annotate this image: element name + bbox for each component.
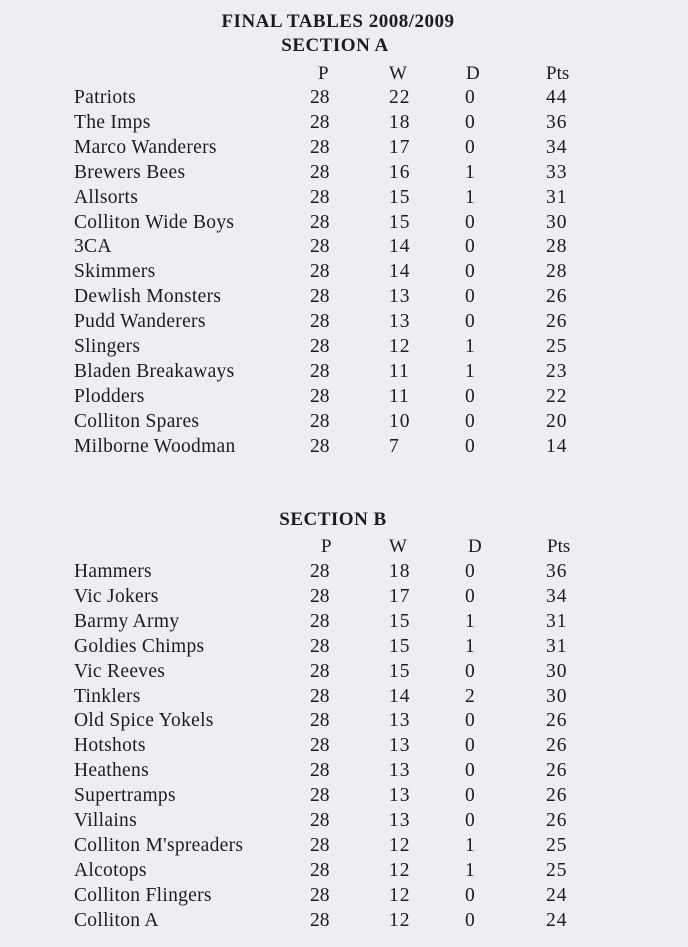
team-name: Marco Wanderers bbox=[74, 136, 217, 158]
drawn-value: 1 bbox=[465, 161, 475, 183]
points-value: 31 bbox=[546, 186, 568, 208]
team-name: Milborne Woodman bbox=[74, 435, 236, 457]
table-row bbox=[0, 162, 688, 187]
table-row bbox=[0, 336, 688, 361]
played-value: 28 bbox=[310, 410, 330, 432]
table-row bbox=[0, 112, 688, 137]
points-value: 28 bbox=[546, 261, 568, 283]
won-value: 7 bbox=[389, 435, 400, 457]
played-value: 28 bbox=[310, 336, 330, 357]
points-value: 26 bbox=[546, 810, 568, 831]
drawn-value: 1 bbox=[465, 360, 475, 382]
table-row bbox=[0, 236, 688, 261]
team-name: Colliton M'spreaders bbox=[74, 834, 244, 856]
won-value: 13 bbox=[389, 810, 411, 831]
drawn-value: 0 bbox=[465, 236, 475, 258]
team-name: Supertramps bbox=[74, 785, 176, 807]
played-value: 28 bbox=[310, 760, 330, 782]
played-value: 28 bbox=[310, 111, 330, 133]
points-value: 30 bbox=[546, 211, 568, 233]
team-name: Dewlish Monsters bbox=[74, 286, 222, 308]
drawn-value: 1 bbox=[465, 859, 475, 881]
drawn-value: 1 bbox=[465, 635, 475, 657]
table-row bbox=[0, 261, 688, 286]
table-row bbox=[0, 785, 688, 810]
won-value: 14 bbox=[389, 261, 411, 283]
won-value: 15 bbox=[389, 211, 411, 233]
team-name: Barmy Army bbox=[74, 610, 180, 632]
team-name: Heathens bbox=[74, 760, 149, 782]
won-value: 10 bbox=[389, 410, 411, 432]
won-value: 18 bbox=[389, 111, 411, 133]
table-row bbox=[0, 810, 688, 835]
won-value: 15 bbox=[389, 635, 411, 657]
table-row bbox=[0, 611, 688, 636]
table-row bbox=[0, 860, 688, 885]
played-value: 28 bbox=[310, 186, 330, 208]
team-name: Alcotops bbox=[74, 859, 147, 881]
table-row bbox=[0, 311, 688, 336]
played-value: 28 bbox=[310, 735, 330, 757]
played-value: 28 bbox=[310, 311, 330, 333]
won-value: 12 bbox=[389, 884, 411, 906]
table-row bbox=[0, 361, 688, 386]
points-value: 30 bbox=[546, 685, 568, 707]
drawn-value: 0 bbox=[465, 111, 475, 133]
team-name: The Imps bbox=[74, 111, 151, 133]
played-value: 28 bbox=[310, 884, 330, 906]
points-value: 30 bbox=[546, 660, 568, 682]
table-row bbox=[0, 835, 688, 860]
played-value: 28 bbox=[310, 660, 330, 682]
points-value: 31 bbox=[546, 610, 568, 632]
won-value: 15 bbox=[389, 186, 411, 208]
points-value: 33 bbox=[546, 161, 568, 183]
won-value: 12 bbox=[389, 336, 411, 357]
drawn-value: 0 bbox=[465, 435, 475, 457]
played-value: 28 bbox=[310, 710, 330, 732]
team-name: Hotshots bbox=[74, 735, 146, 757]
played-value: 28 bbox=[310, 211, 330, 233]
drawn-value: 1 bbox=[465, 834, 475, 856]
section-b-col-w: W bbox=[389, 536, 407, 557]
played-value: 28 bbox=[310, 834, 330, 856]
played-value: 28 bbox=[310, 286, 330, 308]
played-value: 28 bbox=[310, 585, 330, 607]
points-value: 24 bbox=[546, 884, 568, 906]
drawn-value: 1 bbox=[465, 336, 475, 357]
points-value: 26 bbox=[546, 286, 568, 308]
played-value: 28 bbox=[310, 810, 330, 831]
drawn-value: 0 bbox=[465, 710, 475, 732]
won-value: 17 bbox=[389, 136, 411, 158]
table-row bbox=[0, 386, 688, 411]
table-row bbox=[0, 710, 688, 735]
table-row bbox=[0, 286, 688, 311]
table-row bbox=[0, 137, 688, 162]
table-row bbox=[0, 187, 688, 212]
drawn-value: 0 bbox=[465, 385, 475, 407]
table-row bbox=[0, 636, 688, 661]
team-name: Goldies Chimps bbox=[74, 635, 205, 657]
played-value: 28 bbox=[310, 360, 330, 382]
drawn-value: 0 bbox=[465, 410, 475, 432]
table-row bbox=[0, 436, 688, 461]
won-value: 13 bbox=[389, 710, 411, 732]
team-name: Plodders bbox=[74, 385, 145, 407]
table-row bbox=[0, 561, 688, 586]
points-value: 34 bbox=[546, 136, 568, 158]
won-value: 18 bbox=[389, 561, 411, 582]
table-row bbox=[0, 735, 688, 760]
played-value: 28 bbox=[310, 236, 330, 258]
won-value: 13 bbox=[389, 286, 411, 308]
drawn-value: 0 bbox=[465, 884, 475, 906]
played-value: 28 bbox=[310, 909, 330, 931]
played-value: 28 bbox=[310, 685, 330, 707]
table-row bbox=[0, 910, 688, 935]
won-value: 15 bbox=[389, 610, 411, 632]
team-name: Colliton A bbox=[74, 909, 159, 931]
section-a-col-d: D bbox=[466, 63, 480, 84]
team-name: Hammers bbox=[74, 561, 152, 582]
section-b-col-pts: Pts bbox=[547, 536, 571, 557]
won-value: 13 bbox=[389, 311, 411, 333]
points-value: 24 bbox=[546, 909, 568, 931]
team-name: Brewers Bees bbox=[74, 161, 186, 183]
won-value: 14 bbox=[389, 236, 411, 258]
drawn-value: 0 bbox=[465, 211, 475, 233]
drawn-value: 0 bbox=[465, 136, 475, 158]
played-value: 28 bbox=[310, 385, 330, 407]
team-name: Vic Reeves bbox=[74, 660, 166, 682]
won-value: 14 bbox=[389, 685, 411, 707]
section-a-col-pts: Pts bbox=[546, 63, 570, 84]
team-name: Villains bbox=[74, 810, 137, 831]
table-row bbox=[0, 411, 688, 436]
section-b-col-p: P bbox=[321, 536, 332, 557]
drawn-value: 0 bbox=[465, 785, 475, 807]
table-row bbox=[0, 586, 688, 611]
points-value: 26 bbox=[546, 710, 568, 732]
table-row bbox=[0, 686, 688, 711]
points-value: 14 bbox=[546, 435, 568, 457]
table-row bbox=[0, 760, 688, 785]
drawn-value: 0 bbox=[465, 585, 475, 607]
won-value: 11 bbox=[389, 385, 410, 407]
played-value: 28 bbox=[310, 435, 330, 457]
table-row bbox=[0, 87, 688, 112]
drawn-value: 1 bbox=[465, 186, 475, 208]
played-value: 28 bbox=[310, 610, 330, 632]
drawn-value: 0 bbox=[465, 561, 475, 582]
table-row bbox=[0, 885, 688, 910]
team-name: Colliton Flingers bbox=[74, 884, 212, 906]
points-value: 44 bbox=[546, 87, 568, 108]
drawn-value: 0 bbox=[465, 810, 475, 831]
drawn-value: 0 bbox=[465, 311, 475, 333]
points-value: 25 bbox=[546, 834, 568, 856]
points-value: 36 bbox=[546, 111, 568, 133]
points-value: 20 bbox=[546, 410, 568, 432]
played-value: 28 bbox=[310, 635, 330, 657]
won-value: 15 bbox=[389, 660, 411, 682]
won-value: 22 bbox=[389, 87, 411, 108]
section-a-col-w: W bbox=[389, 63, 407, 84]
won-value: 13 bbox=[389, 735, 411, 757]
points-value: 26 bbox=[546, 785, 568, 807]
drawn-value: 0 bbox=[465, 909, 475, 931]
team-name: Pudd Wanderers bbox=[74, 311, 206, 333]
team-name: Bladen Breakaways bbox=[74, 360, 235, 382]
won-value: 12 bbox=[389, 909, 411, 931]
team-name: Colliton Wide Boys bbox=[74, 211, 235, 233]
won-value: 12 bbox=[389, 834, 411, 856]
table-row bbox=[0, 212, 688, 237]
team-name: Allsorts bbox=[74, 186, 139, 208]
points-value: 25 bbox=[546, 336, 568, 357]
played-value: 28 bbox=[310, 785, 330, 807]
points-value: 26 bbox=[546, 760, 568, 782]
team-name: Slingers bbox=[74, 336, 141, 357]
team-name: 3CA bbox=[74, 236, 112, 258]
played-value: 28 bbox=[310, 859, 330, 881]
played-value: 28 bbox=[310, 136, 330, 158]
points-value: 36 bbox=[546, 561, 568, 582]
won-value: 16 bbox=[389, 161, 411, 183]
points-value: 34 bbox=[546, 585, 568, 607]
table-row bbox=[0, 661, 688, 686]
won-value: 12 bbox=[389, 859, 411, 881]
team-name: Old Spice Yokels bbox=[74, 710, 214, 732]
drawn-value: 0 bbox=[465, 760, 475, 782]
team-name: Tinklers bbox=[74, 685, 141, 707]
points-value: 23 bbox=[546, 360, 568, 382]
points-value: 25 bbox=[546, 859, 568, 881]
team-name: Vic Jokers bbox=[74, 585, 159, 607]
points-value: 26 bbox=[546, 735, 568, 757]
page-title: FINAL TABLES 2008/2009 bbox=[221, 11, 455, 32]
drawn-value: 2 bbox=[465, 685, 475, 707]
drawn-value: 0 bbox=[465, 735, 475, 757]
team-name: Skimmers bbox=[74, 261, 156, 283]
points-value: 28 bbox=[546, 236, 568, 258]
section-b-col-d: D bbox=[468, 536, 482, 557]
won-value: 17 bbox=[389, 585, 411, 607]
points-value: 31 bbox=[546, 635, 568, 657]
drawn-value: 0 bbox=[465, 87, 475, 108]
played-value: 28 bbox=[310, 261, 330, 283]
played-value: 28 bbox=[310, 87, 330, 108]
drawn-value: 0 bbox=[465, 660, 475, 682]
won-value: 13 bbox=[389, 760, 411, 782]
section-a-heading: SECTION A bbox=[281, 35, 389, 56]
played-value: 28 bbox=[310, 161, 330, 183]
played-value: 28 bbox=[310, 561, 330, 582]
drawn-value: 0 bbox=[465, 261, 475, 283]
points-value: 22 bbox=[546, 385, 568, 407]
section-b-heading: SECTION B bbox=[279, 509, 387, 530]
team-name: Colliton Spares bbox=[74, 410, 200, 432]
drawn-value: 0 bbox=[465, 286, 475, 308]
team-name: Patriots bbox=[74, 87, 136, 108]
section-a-col-p: P bbox=[318, 63, 329, 84]
won-value: 13 bbox=[389, 785, 411, 807]
points-value: 26 bbox=[546, 311, 568, 333]
drawn-value: 1 bbox=[465, 610, 475, 632]
won-value: 11 bbox=[389, 360, 410, 382]
